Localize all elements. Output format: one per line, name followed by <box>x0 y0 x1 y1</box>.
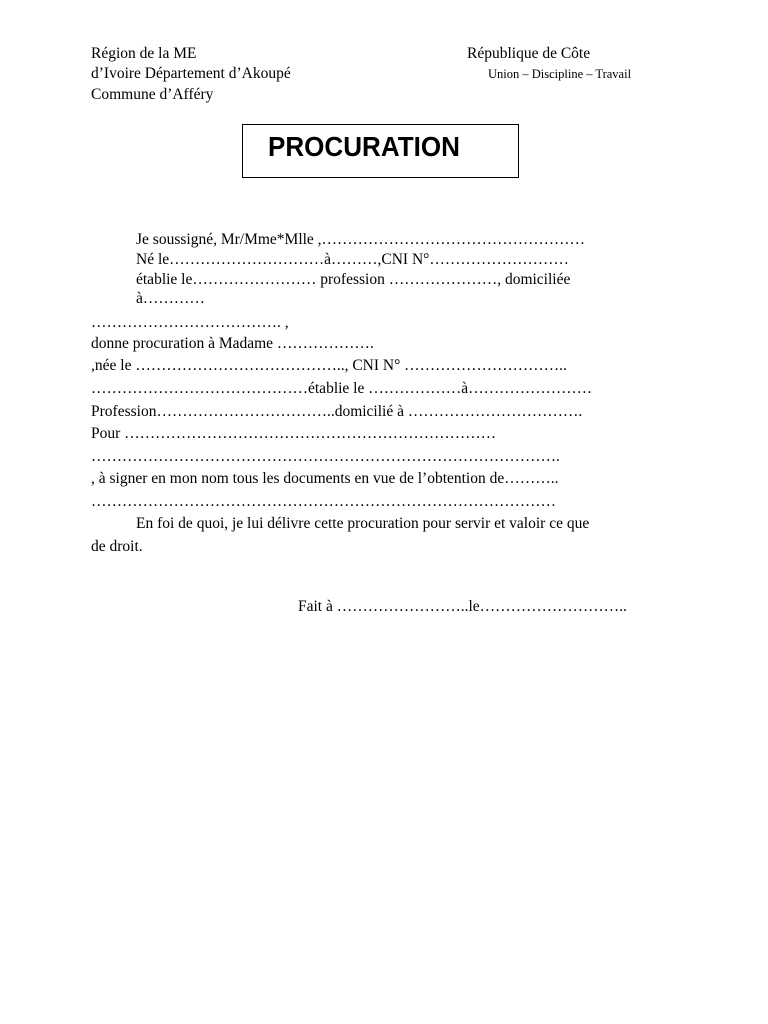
signature-place-date: Fait à ……………………..le……………………….. <box>298 598 627 615</box>
body-line: ……………………………………………………………………………… <box>91 493 556 510</box>
body-line: ,née le ………………………………….., CNI N° ………………………….. <box>91 357 567 374</box>
body-line: établie le…………………… profession …………………, domiciliée <box>136 271 571 288</box>
body-line: Je soussigné, Mr/Mme*Mlle ,…………………………………………… <box>136 231 586 248</box>
header-region: Région de la ME <box>91 45 197 62</box>
body-line: En foi de quoi, je lui délivre cette procuration pour servir et valoir ce que <box>136 515 590 532</box>
body-line: ………………………………………………………………………………. <box>91 448 560 465</box>
body-line: Profession……………………………..domicilié à ……………………………. <box>91 403 583 420</box>
page-title: PROCURATION <box>268 131 460 162</box>
header-department: d’Ivoire Département d’Akoupé <box>91 65 291 82</box>
body-line: , à signer en mon nom tous les documents en vue de l’obtention de……….. <box>91 470 559 487</box>
body-line: Né le…………………………à………,CNI N°……………………… <box>136 251 569 268</box>
body-line: ……………………………………établie le ………………à…………………… <box>91 380 593 397</box>
header-republic: République de Côte <box>467 45 591 62</box>
body-line: à………… <box>136 290 205 307</box>
body-line: ………………………………. , <box>91 314 289 331</box>
body-line: Pour ……………………………………………………………… <box>91 425 497 442</box>
header-commune: Commune d’Afféry <box>91 86 214 103</box>
body-line: donne procuration à Madame ………………. <box>91 335 374 352</box>
body-line: de droit. <box>91 538 143 555</box>
header-motto: Union – Discipline – Travail <box>488 67 632 81</box>
